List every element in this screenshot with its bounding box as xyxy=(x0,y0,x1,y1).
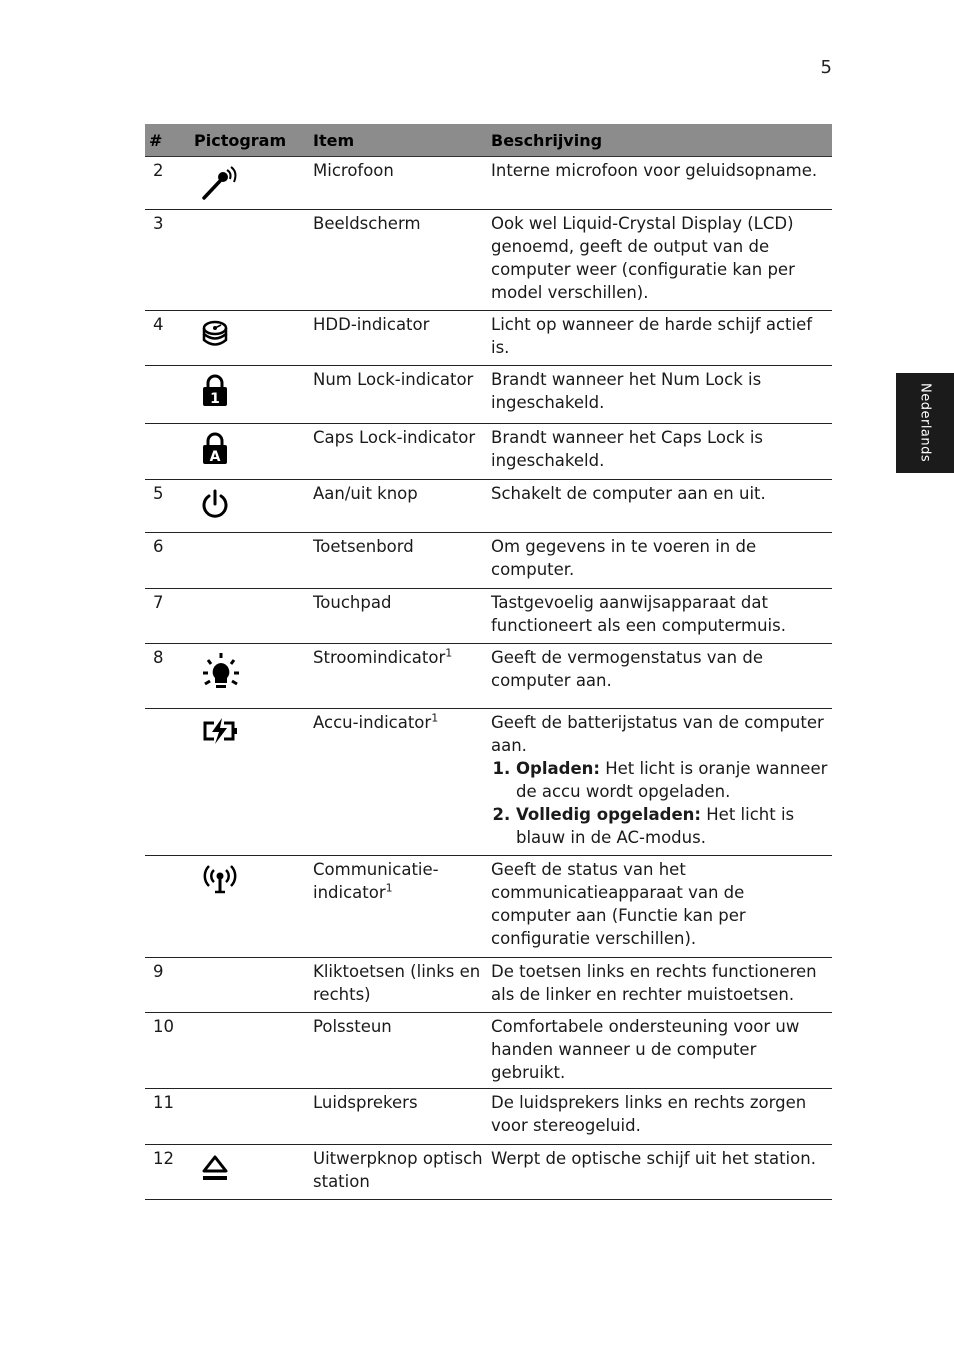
row-desc: Comfortabele ondersteuning voor uw handen wanneer u de computer gebruikt. xyxy=(491,1017,800,1082)
eject-icon xyxy=(190,1145,309,1185)
row-desc: Interne microfoon voor geluidsopname. xyxy=(491,161,818,180)
svg-text:A: A xyxy=(209,449,221,465)
row-desc: Brandt wanneer het Num Lock is ingeschakeld. xyxy=(491,370,762,412)
row-item: Communicatie-indicator xyxy=(313,860,439,902)
header-item: Item xyxy=(309,124,487,157)
header-icon: Pictogram xyxy=(190,124,309,157)
table-row xyxy=(145,533,832,589)
row-num: 12 xyxy=(153,1149,174,1168)
row-item: Uitwerpknop optisch station xyxy=(313,1149,483,1191)
row-desc: Schakelt de computer aan en uit. xyxy=(491,484,766,503)
row-item: Accu-indicator xyxy=(313,713,432,732)
row-desc: De toetsen links en rechts functioneren als de linker en rechter muistoetsen. xyxy=(491,962,817,1004)
power-icon xyxy=(190,480,309,520)
power-light-icon xyxy=(190,644,309,694)
row-item: Touchpad xyxy=(313,593,392,612)
row-desc: Licht op wanneer de harde schijf actief is. xyxy=(491,315,813,357)
caps-lock-icon xyxy=(190,424,309,466)
row-num: 7 xyxy=(153,593,164,612)
row-num: 2 xyxy=(153,161,164,180)
row-item: Stroomindicator xyxy=(313,648,446,667)
table-row xyxy=(145,589,832,644)
row-num: 6 xyxy=(153,537,164,556)
row-item: Toetsenbord xyxy=(313,537,414,556)
row-num: 4 xyxy=(153,315,164,334)
row-num xyxy=(149,856,190,862)
table-header-row xyxy=(145,124,832,157)
row-item: HDD-indicator xyxy=(313,315,430,334)
charge-status-list xyxy=(491,757,828,849)
row-num: 5 xyxy=(153,484,164,503)
row-item: Microfoon xyxy=(313,161,394,180)
row-desc: Werpt de optische schijf uit het station. xyxy=(491,1149,816,1168)
row-num: 11 xyxy=(153,1093,174,1112)
table-row xyxy=(145,366,832,424)
row-desc: De luidsprekers links en rechts zorgen voor stereogeluid. xyxy=(491,1093,807,1135)
list-item xyxy=(516,757,828,803)
list-item-label: Opladen: xyxy=(516,759,600,778)
svg-text:1: 1 xyxy=(210,391,220,407)
row-item: Num Lock-indicator xyxy=(313,370,474,389)
footnote-mark: 1 xyxy=(385,881,393,895)
table-row xyxy=(145,856,832,958)
row-num: 8 xyxy=(153,648,164,667)
row-item: Luidsprekers xyxy=(313,1093,418,1112)
row-desc: Geeft de batterijstatus van de computer aan. xyxy=(491,713,824,755)
row-num xyxy=(149,424,190,430)
table-row xyxy=(145,709,832,856)
table-row xyxy=(145,210,832,311)
microphone-icon xyxy=(190,157,309,201)
row-item: Polssteun xyxy=(313,1017,392,1036)
hdd-icon xyxy=(190,311,309,351)
table-row xyxy=(145,480,832,533)
row-item: Kliktoetsen (links en rechts) xyxy=(313,962,481,1004)
list-item-label: Volledig opgeladen: xyxy=(516,805,702,824)
row-item: Aan/uit knop xyxy=(313,484,418,503)
header-desc: Beschrijving xyxy=(487,124,832,157)
battery-icon xyxy=(190,709,309,745)
table-row xyxy=(145,1013,832,1089)
row-num xyxy=(149,366,190,372)
row-num: 10 xyxy=(153,1017,174,1036)
row-desc: Geeft de vermogenstatus van de computer aan. xyxy=(491,648,764,690)
row-desc: Tastgevoelig aanwijsapparaat dat functioneert als een computermuis. xyxy=(491,593,786,635)
row-desc: Geeft de status van het communicatieapparaat van de computer aan (Functie kan per configuratie verschillen). xyxy=(491,860,746,948)
row-item: Caps Lock-indicator xyxy=(313,428,476,447)
footnote-mark: 1 xyxy=(445,646,453,660)
list-item-text: Het licht is oranje wanneer de accu wordt opgeladen. xyxy=(516,759,828,801)
footnote-mark: 1 xyxy=(431,711,439,725)
num-lock-icon xyxy=(190,366,309,408)
list-item xyxy=(516,803,828,849)
table-row xyxy=(145,958,832,1013)
page-number: 5 xyxy=(820,57,832,78)
list-item-text: Het licht is blauw in de AC-modus. xyxy=(516,805,795,847)
table-row xyxy=(145,311,832,366)
row-desc: Om gegevens in te voeren in de computer. xyxy=(491,537,757,579)
table-row xyxy=(145,1145,832,1200)
header-num: # xyxy=(145,124,190,157)
wireless-icon xyxy=(190,856,309,896)
table-row xyxy=(145,424,832,480)
table-row xyxy=(145,157,832,210)
row-num: 9 xyxy=(153,962,164,981)
row-num xyxy=(149,709,190,715)
table-row xyxy=(145,644,832,709)
table-row xyxy=(145,1089,832,1145)
row-num: 3 xyxy=(153,214,164,233)
row-desc: Brandt wanneer het Caps Lock is ingeschakeld. xyxy=(491,428,764,470)
row-desc: Ook wel Liquid-Crystal Display (LCD) genoemd, geeft de output van de computer weer (configuratie kan per model verschillen). xyxy=(491,214,795,302)
language-side-tab xyxy=(896,373,954,473)
component-table xyxy=(145,124,832,1200)
row-item: Beeldscherm xyxy=(313,214,421,233)
side-tab-label: Nederlands xyxy=(917,383,933,463)
